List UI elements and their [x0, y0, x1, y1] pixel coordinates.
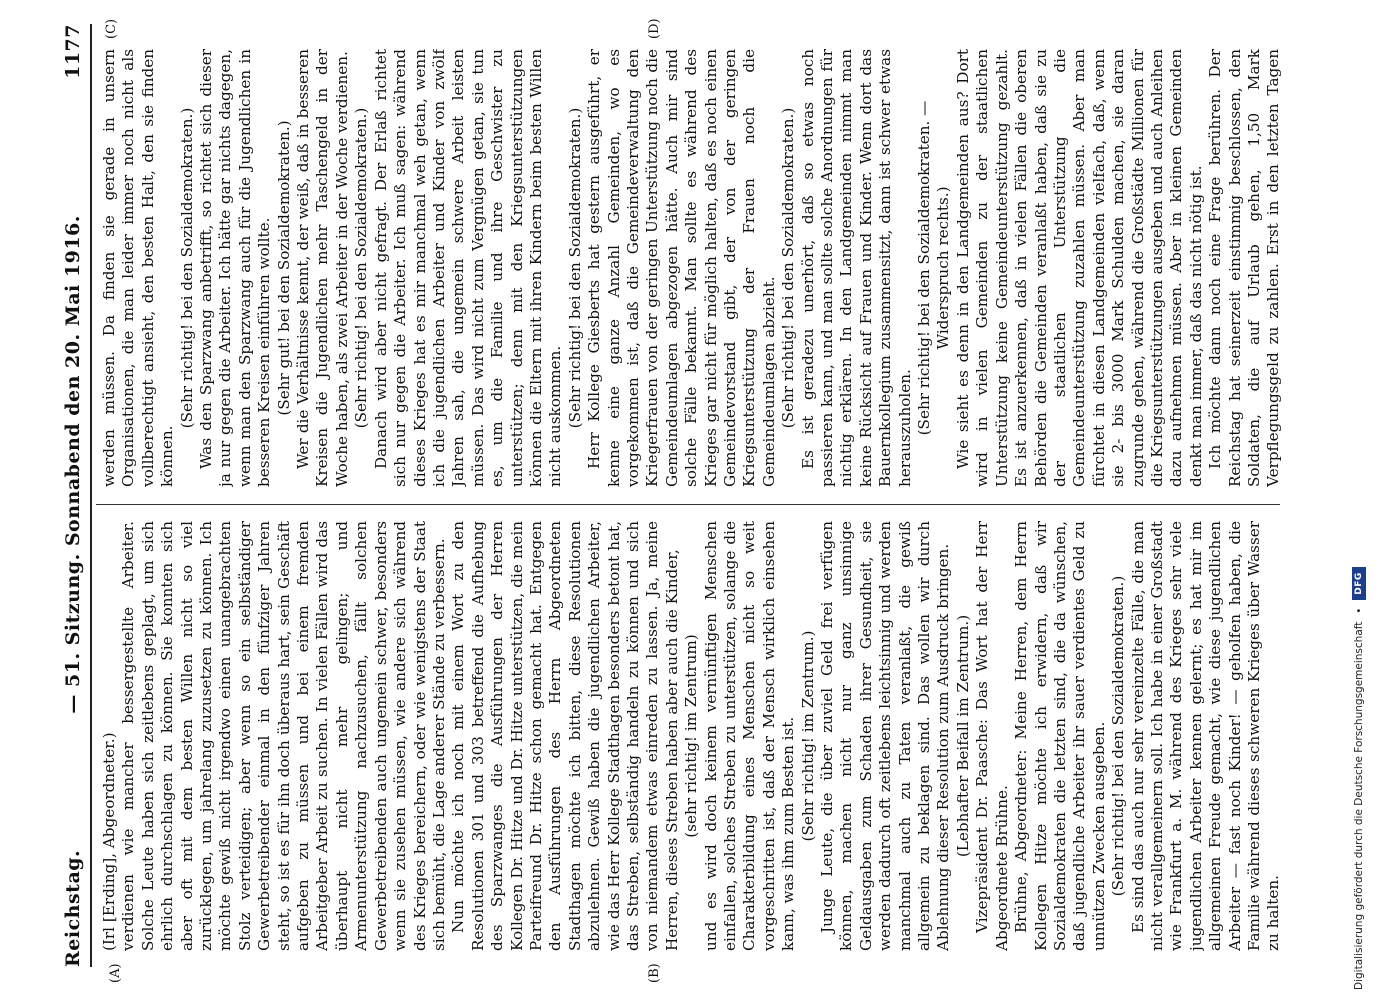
paragraph: Wie sieht es denn in den Landgemeinden aus? Dort wird in vielen Gemeinden zu der staatlichen Unterstützung keine Gemeindeunterstützung gezahlt. Es ist anzuerkennen, daß in vielen Fällen die oberen Behörden die Gemeinden veranlaßt haben, daß sie zu der staatlichen Unterstützung die Gemeindeunterstützung zuzahlen müssen. Aber man fürchtet in diesen Landgemeinden vielfach, daß, wenn sie 2- bis 3000 Mark Schulden machen, sie daran zugrunde gehen, während die Großstädte Millionen für die Kriegsunterstützungen ausgeben und auch Anleihen dazu aufnehmen müssen. Aber in kleinen Gemeinden denkt man immer, daß das nicht nötig ist. [953, 49, 1205, 487]
rotated-document-page [50, 10, 1290, 985]
column-divider [96, 504, 1280, 505]
dfg-logo: DFG [1352, 567, 1366, 600]
interjection: (Sehr richtig! bei den Sozialdemokraten.) [565, 107, 584, 429]
margin-marker-a: (A) [108, 963, 123, 983]
paragraph: verdienen wie mancher bessergestellte Arbeiter. Solche Leute haben sich zeitlebens geplagt, um sich ehrlich durchschlagen zu können. Sie konnten sich aber oft mit dem besten Willen nicht so viel zurücklegen, um jahrelang zuzusetzen zu können. Ich möchte gewiß nicht irgendwo einen unangebrachten Stolz verteidigen; aber wenn so ein selbständiger Gewerbetreibender einmal in den fünfziger Jahren steht, so ist es für ihn doch überaus hart, sein Geschäft aufgeben zu müssen und bei einem fremden Arbeitgeber Arbeit zu suchen. In vielen Fällen wird das überhaupt nicht mehr gelingen; und Armenunterstützung nachzusuchen, fällt solchen Gewerbetreibenden auch ungemein schwer, besonders wenn sie zusehen müssen, wie andere sich während des Krieges bereichern, oder wie wenigstens der Staat sich bemüht, die Lage anderer Stände zu verbessern. [119, 521, 448, 951]
paragraph: Es sind das auch nur sehr vereinzelte Fälle, die man nicht verallgemeinern soll. Ich habe in einer Großstadt wie Frankfurt a. M. während des Krieges sehr viele jugendlichen Arbeiter kennen gelernt; es hat mir im allgemeinen Freude gemacht, wie diese jugendlichen Arbeiter — fast noch Kinder! — geholfen haben, die Familie während dieses schweren Krieges über Wasser zu halten. [1128, 521, 1282, 951]
interjection: (Sehr gut! bei den Sozialdemokraten.) [274, 120, 293, 416]
interjection: (Sehr richtig! bei den Sozialdemokraten.) [177, 107, 196, 429]
bullet-icon: • [1353, 607, 1365, 614]
speaker-note: (Irl [Erding], Abgeordneter.) [100, 732, 118, 951]
paragraph: Wer die Verhältnisse kennt, der weiß, daß in besseren Kreisen die Jugendlichen mehr Taschengeld in der Woche haben, als zwei Arbeiter in der Woche verdienen. [294, 49, 351, 487]
page-header [56, 24, 92, 967]
paragraph: Vizepräsident Dr. Paasche: Das Wort hat der Herr Abgeordnete Brühne. [973, 521, 1011, 951]
interjection: (Sehr richtig! bei den Sozialdemokraten.) [352, 107, 371, 429]
paragraph: Es ist geradezu unerhört, daß so etwas noch passieren kann, und man sollte solche Anordnungen für nichtig erklären. In den Landgemeinden nimmt man keine Rücksicht auf Frauen und Kinder. Wenn dort das Bauernkollegium zusammensitzt, dann ist schwer etwas herauszuholen. [798, 49, 914, 487]
margin-marker-d: (D) [647, 18, 662, 39]
paragraph: Ich möchte dann noch eine Frage berühren. Der Reichstag hat seinerzeit einstimmig beschlossen, den Soldaten, die auf Urlaub gehen, 1,50 Mark Verpflegungsgeld zu zahlen. Erst in den letzten Tagen [1206, 49, 1282, 487]
interjection: (sehr richtig! im Zentrum) [682, 634, 701, 838]
interjection: (Sehr richtig! bei den Sozialdemokraten.) [779, 107, 798, 429]
paragraph: und es wird doch keinem vernünftigen Menschen einfallen, solches Streben zu unterstützen, solange die Charakterbildung eines Menschen nicht so weit vorgeschritten ist, daß der Mensch wirklich einsehen kann, was ihm zum Besten ist. [701, 521, 798, 951]
page-number: 1177 [62, 24, 84, 79]
paragraph: Nun möchte ich noch mit einem Wort zu den Resolutionen 301 und 303 betreffend die Aufhebung des Sparzwanges die Ausführungen der Herren Kollegen Dr. Hitze und Dr. Hitze unterstützen, die mein Parteifreund Dr. Hitze schon gemacht hat. Entgegen den Ausführungen des Herrn Abgeordneten Stadthagen möchte ich bitten, diese Resolutionen abzulehnen. Gewiß haben die jugendlichen Arbeiter, wie das Herr Kollege Stadthagen besonders betont hat, das Streben, selbständig handeln zu können und sich von niemandem etwas einreden zu lassen. Ja, meine Herren, dieses Streben haben aber auch die Kinder, [449, 521, 681, 951]
margin-marker-c: (C) [104, 18, 119, 39]
paragraph: werden müssen. Da finden sie gerade in unsern Organisationen, die man leider immer noch nicht als vollberechtigt ansieht, den besten Halt, den sie finden können. [100, 49, 177, 487]
paragraph: Was den Sparzwang anbetrifft, so richtet sich dieser ja nur gegen die Arbeiter. Ich hätte gar nichts dagegen, wenn man den Sparzwang auch für die Jugendlichen in besseren Kreisen einführen wollte. [197, 49, 274, 487]
caption-text: Digitalisierung gefördert durch die Deutsche Forschungsgemeinschaft [1353, 621, 1365, 990]
right-column [100, 49, 1282, 487]
header-title: — 51. Sitzung. Sonnabend den 20. Mai 1916. [62, 215, 84, 714]
interjection: (Sehr richtig! im Zentrum.) [798, 630, 817, 842]
paragraph: Junge Leute, die über zuviel Geld frei verfügen können, machen nicht nur ganz unsinnige Geldausgaben zum Schaden ihrer Gesundheit, sie werden dadurch oft zeitlebens leichtsinnig und werden manchmal auch zu Taten veranlaßt, die gewiß allgemein zu beklagen sind. Das wollen wir durch Ablehnung dieser Resolution zum Ausdruck bringen. [818, 521, 953, 951]
paragraph: Brühne, Abgeordneter: Meine Herren, dem Herrn Kollegen Hitze möchte ich erwidern, daß wir Sozialdemokraten die letzten sind, die da wünschen, daß jugendliche Arbeiter ihr sauer verdientes Geld zu unnützen Zwecken ausgeben. [1012, 521, 1108, 951]
interjection: (Sehr richtig! bei den Sozialdemokraten.) [1109, 575, 1128, 897]
digitization-caption [1352, 567, 1366, 990]
interjection: (Sehr richtig! bei den Sozialdemokraten. — Widerspruch rechts.) [915, 100, 953, 436]
interjection: (Lebhafter Beifall im Zentrum.) [953, 614, 972, 858]
paragraph: Herr Kollege Giesberts hat gestern ausgeführt, er kenne eine ganze Anzahl Gemeinden, wo es vorgekommen ist, daß die Gemeindeverwaltung den Kriegerfrauen von der geringen Unterstützung noch die Gemeindeumlagen abgezogen hätte. Auch mir sind solche Fälle bekannt. Man sollte es während des Krieges gar nicht für möglich halten, daß es noch einen Gemeindevorstand gibt, der von der geringen Kriegsunterstützung der Frauen noch die Gemeindeumlagen abzieht. [585, 49, 778, 487]
margin-marker-b: (B) [647, 963, 662, 983]
left-column [100, 521, 1282, 951]
paragraph: Danach wird aber nicht gefragt. Der Erlaß richtet sich nur gegen die Arbeiter. Ich muß sagen: während dieses Krieges hat es mir manchmal weh getan, wenn ich die jugendlichen Arbeiter und Kinder von zwölf Jahren sah, die ungemein schwere Arbeit leisten müssen. Das wird nicht zum Vergnügen getan, sie tun es, um die Familie und ihre Geschwister zu unterstützen; denn mit den Kriegsunterstützungen können die Eltern mit ihren Kindern beim besten Willen nicht auskommen. [371, 49, 565, 487]
header-left: Reichstag. [62, 849, 84, 967]
